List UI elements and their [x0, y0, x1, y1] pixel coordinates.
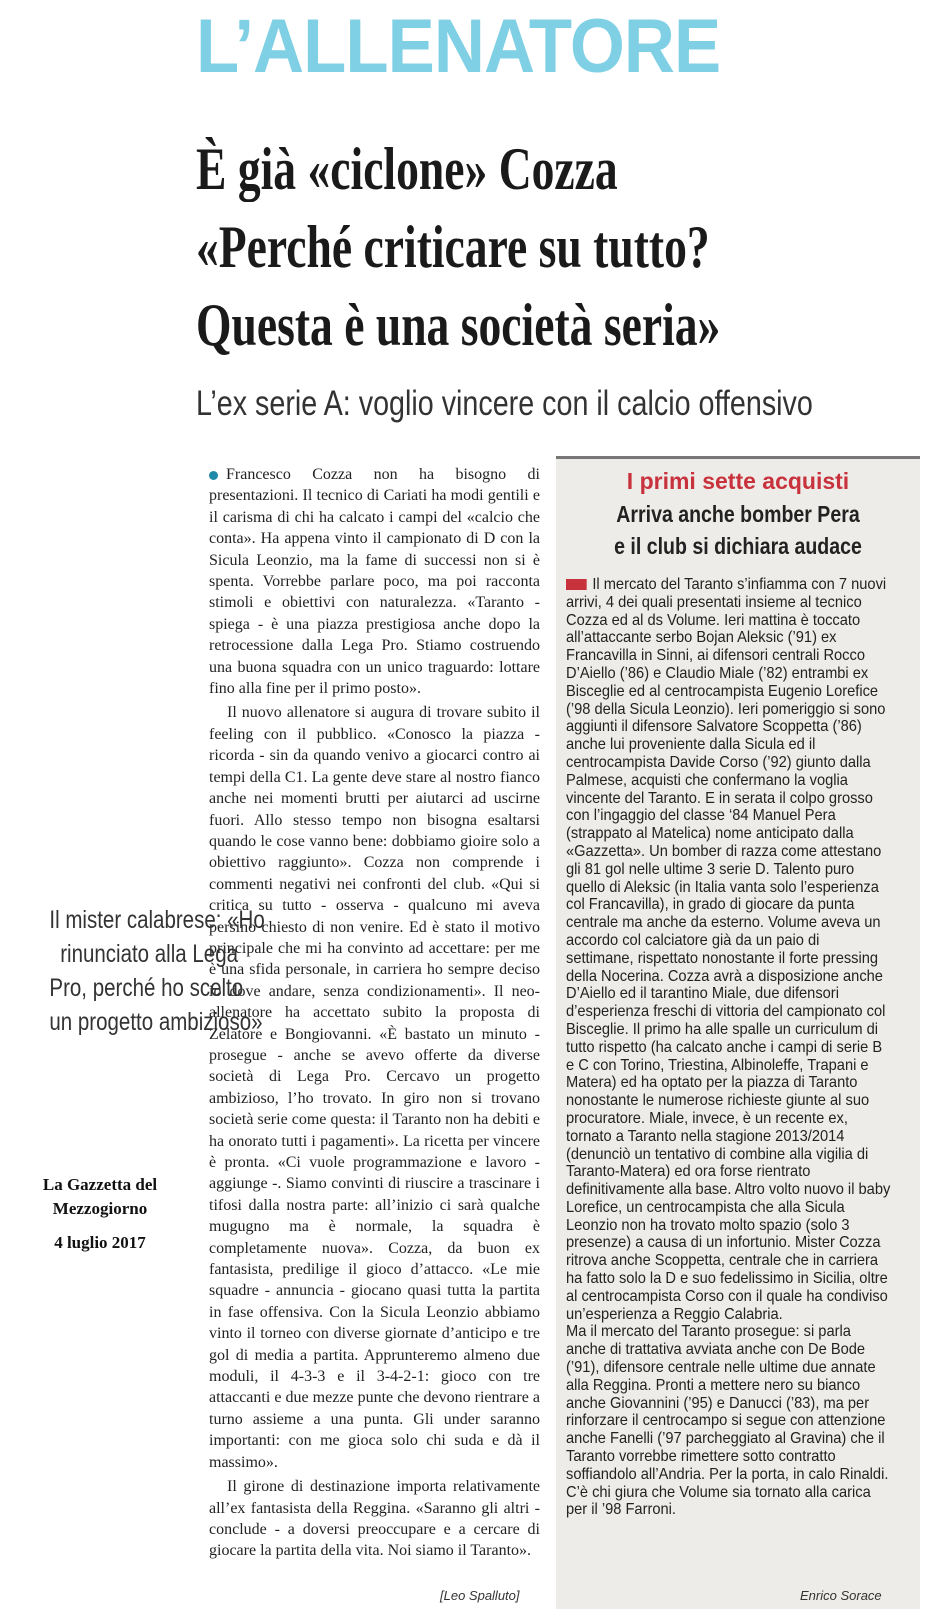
- publication-date: 4 luglio 2017: [54, 1233, 146, 1252]
- sidebar-title-line: Arriva anche bomber Pera: [616, 501, 860, 527]
- sidebar-title-line: e il club si dichiara audace: [614, 533, 862, 559]
- pull-quote-line: Il mister calabrese: «Ho: [49, 906, 265, 934]
- headline-line-2: «Perché criticare su tutto?: [196, 214, 710, 280]
- sidebar-body: [566, 576, 890, 1519]
- pull-quote-line: rinunciato alla Lega: [60, 940, 239, 968]
- pull-quote: [8, 903, 265, 1039]
- square-marker-icon: [566, 579, 587, 590]
- newspaper-name-line-2: Mezzogiorno: [52, 1199, 148, 1218]
- source-note: [10, 1173, 190, 1255]
- sidebar-paragraph: Il mercato del Taranto s’infiamma con 7 nuovi arrivi, 4 dei quali presentati insieme al tecnico Cozza ed al ds Volume. Ieri mattina è toccato all’attaccante serbo Bojan Aleksic (’91) ex Francavilla in Sinni, ai difensori centrali Rocco D’Aiello (’86) e Claudio Miale (’82) entrambi ex Bisceglie ed al centrocampista Eugenio Lorefice (’98 della Sicula Leonzio). Ieri pomeriggio si sono aggiunti il difensore Salvatore Scoppetta (’86) anche lui proveniente dalla Sicula ed il centrocampista Davide Corso (’92) giunto dalla Palmese, acquisti che confermano la voglia vincente del Taranto. E in serata il colpo grosso con l’ingaggio del classe ‘84 Manuel Pera (strappato al Matelica) nome anticipato dalla «Gazzetta». Un bomber di razza come attestano gli 81 gol nelle ultime 3 serie D. Talento puro quello di Aleksic (in Italia vanta solo l’esperienza col Francavilla), in grado di giocare da punta centrale ma anche da esterno. Volume aveva un accordo col calciatore già da un paio di settimane, rispettato nonostante il forte pressing della Nocerina. Cozza avrà a disposizione anche D’Aiello ed il tarantino Miale, due difensori d’esperienza freschi di vittoria del campionato col Bisceglie. Il primo ha alle spalle un curriculum di tutto rispetto (ha calcato anche i campi di serie B e C con Torino, Triestina, Albinoleffe, Trapani e Matera) ed ha optato per la piazza di Taranto nonostante le numerose richieste giunte al suo procuratore. Miale, invece, è un recente ex, tornato a Taranto nella stagione 2013/2014 (denunciò un tentativo di combine alla vigilia di Taranto-Matera) ed ora forse rientrato definitivamente alla base. Altro volto nuovo il baby Lorefice, un centrocampista che alla Sicula Leonzio non ha trovato molto spazio (solo 3 presenze) a causa di un infortunio. Mister Cozza ritrova anche Scoppetta, centrale che in carriera ha fatto solo la D e suo fedelissimo in Sicilia, oltre al centrocampista Corso con il quale ha condiviso un’esperienza a Reggio Calabria.: [566, 576, 891, 1323]
- pull-quote-line: Pro, perché ho scelto: [49, 974, 244, 1002]
- newspaper-name-line-1: La Gazzetta del: [42, 1175, 158, 1194]
- subheadline: L’ex serie A: voglio vincere con il calcio offensivo: [196, 384, 813, 423]
- sidebar-title: [556, 498, 920, 562]
- sidebar-paragraph: Ma il mercato del Taranto prosegue: si parla anche di trattativa avviata anche con De Bode (’91), difensore centrale nelle ultime due annate alla Reggina. Pronti a mettere nero su bianco anche Giovannini (’95) e Danucci (’83), ma per rinforzare il centrocampo si segue con attenzione anche Fanelli (’97 parcheggiato al Gravina) che il Taranto vorrebbe rimettere sotto contratto soffiandolo all’Andria. Per la porta, in calo Rinaldi. C’è chi giura che Volume sia tornato alla carica per il ’98 Farroni.: [566, 1323, 889, 1519]
- article-paragraph: Francesco Cozza non ha bisogno di presentazioni. Il tecnico di Cariati ha modi gentili e il carisma di chi ha calcato i campi del «calcio che conta». Ha appena vinto il campionato di D con la Sicula Leonzio, ma la fame di successi non si è spenta. Vorrebbe parlare poco, ma poi racconta stimoli e obiettivi con naturalezza. «Taranto - spiega - è una piazza prestigiosa anche dopo la retrocessione dalla Lega Pro. Stiamo costruendo una buona squadra con un unico traguardo: lottare fino alla fine per il primo posto».: [209, 466, 540, 698]
- article-paragraph: Il girone di destinazione importa relativamente all’ex fantasista della Reggina. «Saranno gli altri - conclude - a doversi preoccupare e a cercare di giocare la partita della vita. Noi siamo il Taranto».: [209, 1478, 540, 1560]
- headline-line-3: Questa è una società seria»: [196, 292, 721, 358]
- section-title: L’ALLENATORE: [196, 4, 721, 89]
- bullet-icon: [209, 471, 218, 480]
- article-author: [Leo Spalluto]: [440, 1588, 520, 1603]
- headline-line-1: È già «ciclone» Cozza: [196, 136, 618, 202]
- sidebar-author: Enrico Sorace: [800, 1588, 882, 1603]
- pull-quote-line: un progetto ambizioso»: [49, 1008, 263, 1036]
- sidebar-kicker: I primi sette acquisti: [626, 468, 850, 494]
- article-paragraph: Il nuovo allenatore si augura di trovare subito il feeling con il pubblico. «Conosco la piazza - ricorda - sin da quando venivo a giocarci contro ai tempi della C1. La gente deve stare al nostro fianco anche nei momenti brutti per aiutarci ad uscirne fuori. Allo stesso tempo non bisogna esaltarsi quando le cose vanno bene: dobbiamo gioire solo a obiettivo raggiunto». Cozza non comprende i commenti negativi nei confronti del club. «Qui si critica su tutto - osserva - qualcuno mi aveva persino chiesto di non venire. Ed è stato il motivo principale che mi ha convinto ad accettare: per me è una sfida personale, in carriera ho sempre deciso io dove andare, senza condizionamenti». Il neo-allenatore ha accettato subito la proposta di Zelatore e Bongiovanni. «È bastato un minuto - prosegue - anche se avevo offerte da diverse società di Lega Pro. Cercavo un progetto ambizioso, l’ho trovato. In giro non si trovano società serie come questa: il Taranto non ha debiti e ha onorato tutti i pagamenti». La ricetta per vincere è pronta. «Ci vuole programmazione e lavoro - aggiunge -. Siamo convinti di riuscire a trascinare i tifosi dalla nostra parte: all’inizio ci sarà qualche mugugno ma è normale, la squadra è completamente nuova». Cozza, da buon ex fantasista, predilige il gioco d’attacco. «Le mie squadre - annuncia - giocano quasi tutta la partita in fase offensiva. Con la Sicula Leonzio abbiamo vinto il torneo con diverse giornate d’anticipo e tre gol di media a partita. Apprunteremo almeno due moduli, il 4-3-3 e il 3-4-2-1: gioco con tre attaccanti e due mezze punte che devono rientrare a turno assieme a una punta. Gli under saranno importanti: con me gioca solo chi suda e dà il massimo».: [209, 704, 540, 1471]
